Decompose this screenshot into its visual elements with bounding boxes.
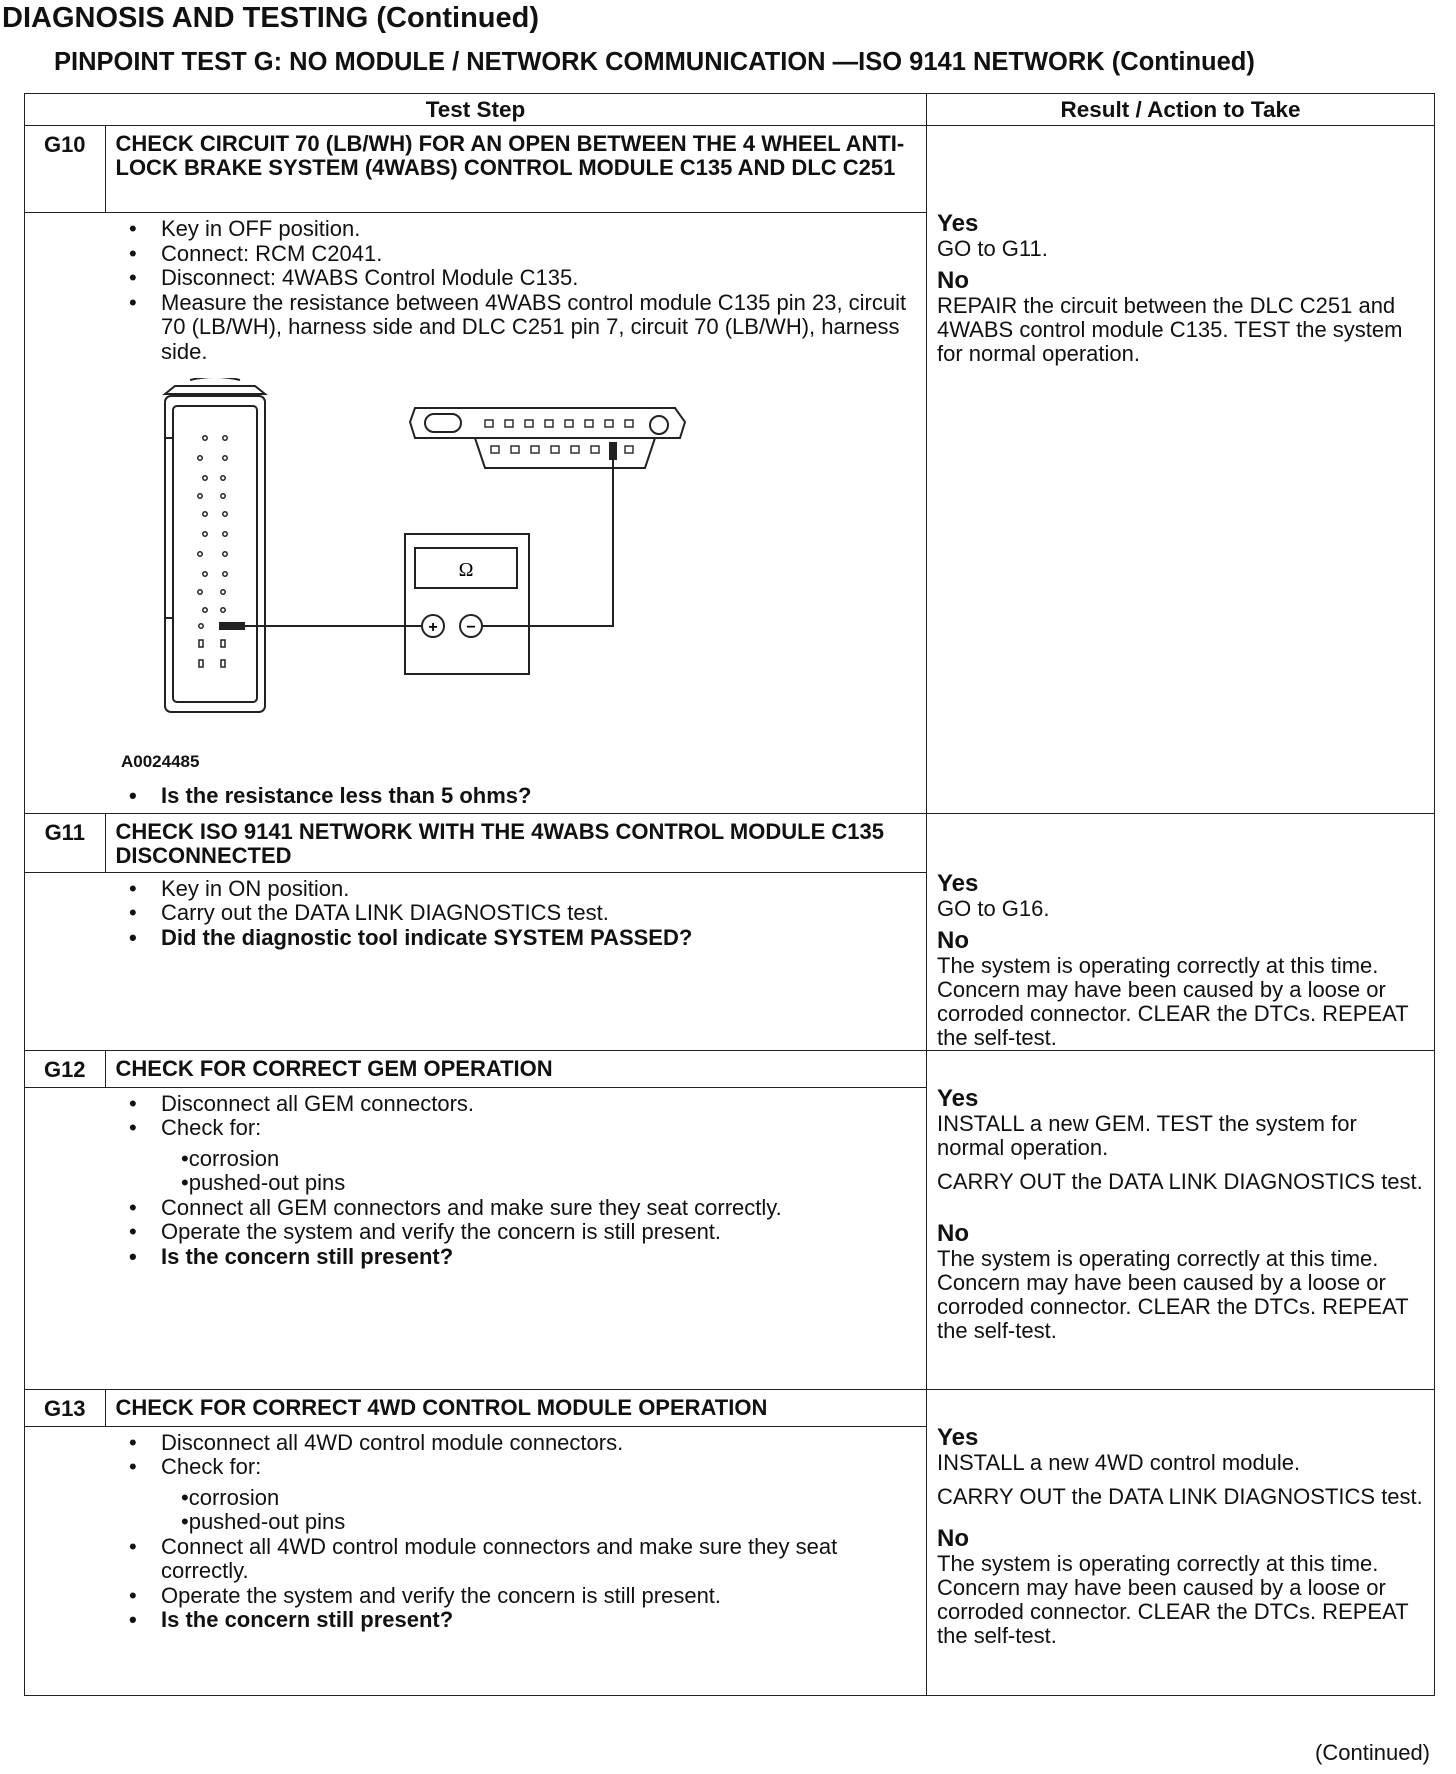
step-id: G12	[25, 1051, 105, 1088]
sub-item: • corrosion	[181, 1486, 916, 1511]
yes-label: Yes	[937, 210, 979, 237]
step-bullets	[115, 1092, 916, 1270]
sub-list	[161, 1486, 916, 1535]
step-g11	[25, 813, 1435, 1050]
question-text: • Is the resistance less than 5 ohms?	[161, 784, 916, 809]
step-title: CHECK ISO 9141 NETWORK WITH THE 4WABS CONTROL MODULE C135 DISCONNECTED	[105, 814, 926, 873]
step-question	[115, 784, 916, 809]
question-text: • Did the diagnostic tool indicate SYSTEM PASSED?	[161, 926, 916, 951]
module-connector-c135	[165, 378, 265, 712]
step-title: CHECK FOR CORRECT GEM OPERATION	[105, 1051, 926, 1088]
col-result-action: Result / Action to Take	[927, 94, 1435, 126]
step-g10-inner	[25, 126, 926, 813]
step-g10	[25, 126, 1435, 814]
step-bullets	[115, 217, 916, 364]
list-item: • Disconnect: 4WABS Control Module C135.	[161, 266, 916, 291]
continued-note: (Continued)	[1315, 1740, 1430, 1765]
step-bullets	[115, 877, 916, 951]
figure-caption: A0024485	[121, 752, 200, 771]
list-item	[161, 1455, 916, 1535]
plus-terminal: +	[428, 619, 438, 636]
step-id: G11	[25, 814, 105, 873]
yes-action: INSTALL a new 4WD control module.	[937, 1449, 1301, 1475]
sub-list	[161, 1147, 916, 1196]
list-item: • Carry out the DATA LINK DIAGNOSTICS test.	[161, 901, 916, 926]
no-action: The system is operating correctly at this time. Concern may have been caused by a loose or corroded connector. CLEAR the DTCs. REPEAT the self-test.	[937, 1550, 1409, 1648]
ohm-symbol: Ω	[458, 559, 474, 581]
step-title: CHECK FOR CORRECT 4WD CONTROL MODULE OPERATION	[105, 1390, 926, 1427]
wiring-diagram	[115, 378, 795, 778]
no-action: The system is operating correctly at this time. Concern may have been caused by a loose or corroded connector. CLEAR the DTCs. REPEAT the self-test.	[937, 1245, 1409, 1343]
list-item: • Connect: RCM C2041.	[161, 242, 916, 267]
test-table	[24, 93, 1435, 1696]
minus-terminal: −	[466, 619, 476, 636]
list-item-text: Check for:	[161, 1454, 262, 1479]
step-g13	[25, 1389, 1435, 1695]
list-item: • Connect all GEM connectors and make sure they seat correctly.	[161, 1196, 916, 1221]
probe-tip-dlc	[609, 442, 617, 460]
table-header-row	[25, 94, 1435, 126]
result-g11	[927, 813, 1435, 1050]
yes-action	[937, 237, 1428, 261]
col-test-step: Test Step	[25, 94, 927, 126]
result-g12	[927, 1050, 1435, 1389]
list-item: • Key in OFF position.	[161, 217, 916, 242]
yes-label: Yes	[937, 869, 979, 897]
dlc-connector-c251	[410, 408, 685, 468]
question-text: • Is the concern still present?	[161, 1608, 916, 1633]
no-label: No	[937, 1524, 969, 1552]
yes-label: Yes	[937, 1084, 979, 1112]
no-action: The system is operating correctly at this time. Concern may have been caused by a loose or corroded connector. CLEAR the DTCs. REPEAT the self-test.	[937, 952, 1409, 1050]
step-bullets	[115, 1431, 916, 1633]
yes-action-2: CARRY OUT the DATA LINK DIAGNOSTICS test.	[937, 1483, 1423, 1509]
result-g10	[927, 126, 1435, 814]
page-title: DIAGNOSIS AND TESTING (Continued)	[2, 2, 540, 34]
yes-action-text: GO to G11.	[937, 236, 1048, 261]
list-item-text: Check for:	[161, 1115, 262, 1140]
step-g11-inner	[25, 814, 926, 955]
probe-tip-module	[219, 622, 245, 630]
sub-item: • corrosion	[181, 1147, 916, 1172]
negative-lead	[482, 460, 613, 626]
connector-pins	[198, 436, 227, 667]
no-action: REPAIR the circuit between the DLC C251 and 4WABS control module C135. TEST the system for normal operation.	[937, 293, 1403, 366]
wiring-diagram-svg	[115, 378, 795, 748]
list-item: • Key in ON position.	[161, 877, 916, 902]
yes-label: Yes	[937, 1423, 979, 1451]
ohmmeter	[405, 534, 529, 674]
list-item: • Operate the system and verify the concern is still present.	[161, 1584, 916, 1609]
question-text: • Is the concern still present?	[161, 1245, 916, 1270]
list-item: • Disconnect all 4WD control module connectors.	[161, 1431, 916, 1456]
step-id: G10	[25, 126, 105, 213]
yes-action: INSTALL a new GEM. TEST the system for normal operation.	[937, 1110, 1357, 1160]
list-item	[161, 1116, 916, 1196]
step-id: G13	[25, 1390, 105, 1427]
step-g12	[25, 1050, 1435, 1389]
pinpoint-test-title: PINPOINT TEST G: NO MODULE / NETWORK COMMUNICATION —ISO 9141 NETWORK (Continued)	[54, 48, 1255, 76]
no-label: No	[937, 1219, 969, 1247]
step-title: CHECK CIRCUIT 70 (LB/WH) FOR AN OPEN BETWEEN THE 4 WHEEL ANTI-LOCK BRAKE SYSTEM (4WABS) CONTROL MODULE C135 AND DLC C251	[105, 126, 926, 213]
result-g13	[927, 1389, 1435, 1695]
list-item: • Measure the resistance between 4WABS control module C135 pin 23, circuit 70 (LB/WH), harness side and DLC C251 pin 7, circuit 70 (LB/WH), harness side.	[161, 291, 916, 365]
yes-action: GO to G16.	[937, 895, 1050, 921]
no-label: No	[937, 267, 969, 294]
step-g12-inner	[25, 1051, 926, 1274]
list-item: • Operate the system and verify the concern is still present.	[161, 1220, 916, 1245]
yes-action-2: CARRY OUT the DATA LINK DIAGNOSTICS test.	[937, 1168, 1423, 1194]
no-label: No	[937, 926, 969, 954]
list-item: • Connect all 4WD control module connectors and make sure they seat correctly.	[161, 1535, 916, 1584]
sub-item: • pushed-out pins	[181, 1510, 916, 1535]
list-item: • Disconnect all GEM connectors.	[161, 1092, 916, 1117]
step-g13-inner	[25, 1390, 926, 1637]
sub-item: • pushed-out pins	[181, 1171, 916, 1196]
